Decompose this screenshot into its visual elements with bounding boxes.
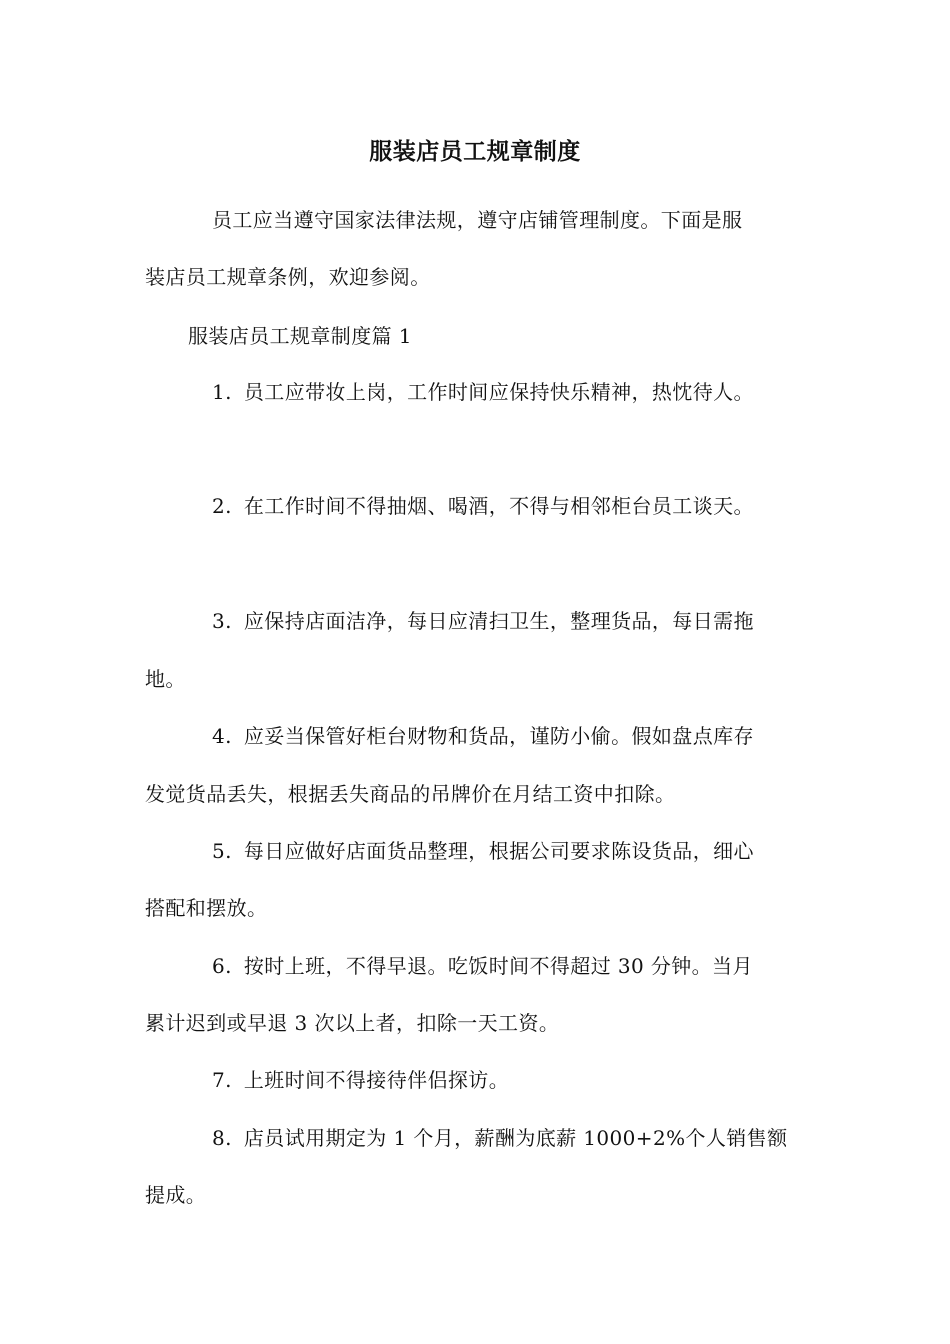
list-item-6-continuation: 累计迟到或早退 3 次以上者，扣除一天工资。 <box>145 1011 560 1035</box>
list-item-number: 4. <box>212 724 232 748</box>
list-item-text: 店员试用期定为 1 个月，薪酬为底薪 1000+2%个人销售额 <box>243 1126 788 1150</box>
list-item-8-continuation: 提成。 <box>145 1183 207 1207</box>
intro-line-1: 员工应当遵守国家法律法规，遵守店铺管理制度。下面是服 <box>212 208 743 232</box>
list-item-text: 按时上班，不得早退。吃饭时间不得超过 30 分钟。当月 <box>243 954 753 978</box>
list-item-5-continuation: 搭配和摆放。 <box>145 896 268 920</box>
list-item-text: 每日应做好店面货品整理，根据公司要求陈设货品，细心 <box>243 839 754 863</box>
list-item-text: 在工作时间不得抽烟、喝酒，不得与相邻柜台员工谈天。 <box>243 494 754 518</box>
list-item-2 <box>212 491 892 521</box>
list-item-number: 7. <box>212 1068 232 1092</box>
list-item-text: 应保持店面洁净，每日应清扫卫生，整理货品，每日需拖 <box>243 609 754 633</box>
list-item-8 <box>212 1123 892 1153</box>
list-item-4 <box>212 721 892 751</box>
section-heading: 服装店员工规章制度篇 1 <box>188 324 412 348</box>
list-item-number: 5. <box>212 839 232 863</box>
intro-line-2: 装店员工规章条例，欢迎参阅。 <box>145 265 431 289</box>
list-item-text: 应妥当保管好柜台财物和货品，谨防小偷。假如盘点库存 <box>243 724 754 748</box>
list-item-number: 8. <box>212 1126 232 1150</box>
list-item-7 <box>212 1065 892 1095</box>
page-title: 服装店员工规章制度 <box>369 138 581 165</box>
list-item-3-continuation: 地。 <box>145 667 186 691</box>
list-item-6 <box>212 951 892 981</box>
list-item-1 <box>212 377 892 407</box>
list-item-number: 2. <box>212 494 232 518</box>
list-item-number: 3. <box>212 609 232 633</box>
list-item-text: 上班时间不得接待伴侣探访。 <box>243 1068 510 1092</box>
list-item-5 <box>212 836 892 866</box>
list-item-number: 1. <box>212 380 232 404</box>
list-item-text: 员工应带妆上岗，工作时间应保持快乐精神，热忱待人。 <box>243 380 754 404</box>
list-item-4-continuation: 发觉货品丢失，根据丢失商品的吊牌价在月结工资中扣除。 <box>145 782 676 806</box>
list-item-3 <box>212 606 892 636</box>
list-item-number: 6. <box>212 954 232 978</box>
